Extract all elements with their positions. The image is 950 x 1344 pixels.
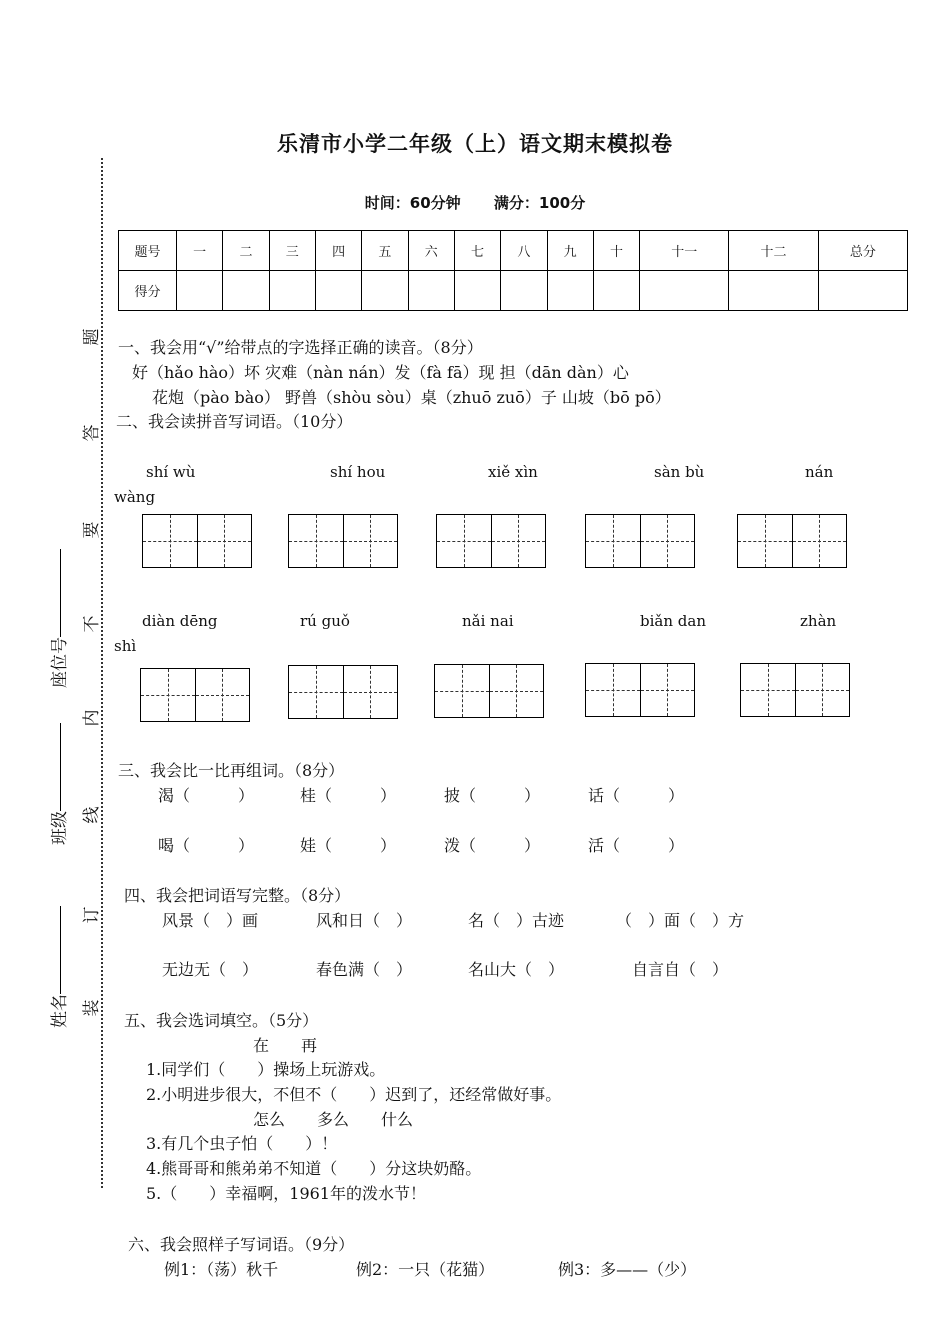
col-3: 三: [269, 231, 315, 271]
score-cell[interactable]: [269, 271, 315, 311]
row-head-score: 得分: [119, 271, 177, 311]
example-item: 例1：（荡）秋千: [164, 1260, 279, 1279]
word-pair: 泼（ ）: [444, 836, 541, 855]
score-cell[interactable]: [362, 271, 408, 311]
word-options: 怎么 多么 什么: [253, 1110, 414, 1129]
writing-grid[interactable]: [288, 665, 398, 719]
time-label: 时间：60分钟: [364, 194, 461, 212]
pinyin: nǎi nai: [462, 612, 514, 630]
score-label: 满分：100分: [493, 194, 586, 212]
idiom-item: 自言自（ ）: [632, 960, 729, 979]
score-cell[interactable]: [547, 271, 593, 311]
word-pair: 渴（ ）: [158, 786, 255, 805]
class-blank: [60, 723, 61, 811]
pinyin: zhàn: [800, 612, 837, 630]
name-blank: [60, 906, 61, 994]
seat-number-label: 座位号: [50, 637, 70, 688]
writing-grid[interactable]: [737, 514, 847, 568]
fill-question: 5.（ ）幸福啊，1961年的泼水节！: [146, 1184, 426, 1203]
page-title: 乐清市小学二年级（上）语文期末模拟卷: [277, 132, 673, 156]
word-options: 在 再: [253, 1036, 318, 1055]
pinyin: diàn dēng: [142, 612, 218, 630]
fill-question: 1.同学们（ ）操场上玩游戏。: [146, 1060, 386, 1079]
margin-char: 题: [82, 328, 102, 346]
pinyin: shí wù: [146, 463, 196, 481]
binding-dotted-line: [101, 158, 103, 1188]
class-field[interactable]: [45, 723, 70, 845]
col-12: 十二: [729, 231, 818, 271]
name-label: 姓名: [50, 994, 70, 1028]
idiom-item: 名山大（ ）: [468, 960, 565, 979]
pinyin: shì: [114, 637, 137, 655]
section1-line2: 花炮（pào bào） 野兽（shòu sòu）桌（zhuō zuō）子 山坡（bō pō）: [152, 388, 671, 407]
score-cell[interactable]: [223, 271, 269, 311]
col-5: 五: [362, 231, 408, 271]
margin-char: 内: [82, 709, 102, 727]
score-cell[interactable]: [640, 271, 729, 311]
name-field[interactable]: [45, 906, 70, 1028]
col-6: 六: [408, 231, 454, 271]
margin-char: 不: [82, 615, 102, 633]
score-cell[interactable]: [408, 271, 454, 311]
idiom-item: （ ）面（ ）方: [616, 911, 745, 930]
word-pair: 披（ ）: [444, 786, 541, 805]
fill-question: 3.有几个虫子怕（ ）！: [146, 1134, 338, 1153]
section5-heading: 五、我会选词填空。（5分）: [124, 1011, 319, 1030]
col-11: 十一: [640, 231, 729, 271]
idiom-item: 无边无（ ）: [162, 960, 259, 979]
example-item: 例3：多——（少）: [558, 1260, 697, 1279]
writing-grid[interactable]: [288, 514, 398, 568]
col-1: 一: [177, 231, 223, 271]
row-head-question: 题号: [119, 231, 177, 271]
writing-grid[interactable]: [434, 664, 544, 718]
exam-info: [0, 192, 950, 213]
score-cell[interactable]: [454, 271, 500, 311]
idiom-item: 风景（ ）画: [162, 911, 259, 930]
section6-heading: 六、我会照样子写词语。（9分）: [128, 1235, 355, 1254]
margin-char: 答: [82, 424, 102, 442]
pinyin: rú guǒ: [300, 612, 350, 630]
idiom-item: 春色满（ ）: [316, 960, 413, 979]
pinyin: nán: [805, 463, 834, 481]
fill-question: 4.熊哥哥和熊弟弟不知道（ ）分这块奶酪。: [146, 1159, 482, 1178]
col-9: 九: [547, 231, 593, 271]
pinyin: xiě xìn: [488, 463, 538, 481]
col-8: 八: [501, 231, 547, 271]
col-2: 二: [223, 231, 269, 271]
section2-heading: 二、我会读拼音写词语。（10分）: [116, 412, 353, 431]
word-pair: 喝（ ）: [158, 836, 255, 855]
pinyin: biǎn dan: [640, 612, 706, 630]
margin-char: 装: [82, 999, 102, 1017]
word-pair: 话（ ）: [588, 786, 685, 805]
word-pair: 活（ ）: [588, 836, 685, 855]
col-7: 七: [454, 231, 500, 271]
margin-char: 订: [82, 906, 102, 924]
writing-grid[interactable]: [740, 663, 850, 717]
score-cell[interactable]: [729, 271, 818, 311]
col-4: 四: [315, 231, 361, 271]
pinyin: sàn bù: [654, 463, 705, 481]
section3-heading: 三、我会比一比再组词。（8分）: [118, 761, 345, 780]
idiom-item: 名（ ）古迹: [468, 911, 565, 930]
class-label: 班级: [50, 811, 70, 845]
margin-char: 要: [82, 521, 102, 539]
writing-grid[interactable]: [140, 668, 250, 722]
score-cell[interactable]: [818, 271, 907, 311]
idiom-item: 风和日（ ）: [316, 911, 413, 930]
pinyin: shí hou: [330, 463, 386, 481]
pinyin: wàng: [114, 488, 156, 506]
col-10: 十: [593, 231, 639, 271]
score-cell[interactable]: [593, 271, 639, 311]
example-item: 例2：一只（花猫）: [356, 1260, 495, 1279]
section1-heading: 一、我会用“√”给带点的字选择正确的读音。（8分）: [118, 338, 483, 357]
seat-number-field[interactable]: [45, 549, 70, 688]
score-table: [118, 230, 908, 311]
writing-grid[interactable]: [585, 663, 695, 717]
margin-char: 线: [82, 806, 102, 824]
fill-question: 2.小明进步很大，不但不（ ）迟到了，还经常做好事。: [146, 1085, 562, 1104]
seat-number-blank: [60, 549, 61, 637]
score-cell[interactable]: [315, 271, 361, 311]
writing-grid[interactable]: [142, 514, 252, 568]
score-cell[interactable]: [501, 271, 547, 311]
score-cell[interactable]: [177, 271, 223, 311]
section1-line1: 好（hǎo hào）坏 灾难（nàn nán）发（fà fā）现 担（dān dàn）心: [132, 363, 629, 382]
col-total: 总分: [818, 231, 907, 271]
writing-grid[interactable]: [436, 514, 546, 568]
writing-grid[interactable]: [585, 514, 695, 568]
word-pair: 娃（ ）: [300, 836, 397, 855]
word-pair: 桂（ ）: [300, 786, 397, 805]
section4-heading: 四、我会把词语写完整。（8分）: [124, 886, 351, 905]
